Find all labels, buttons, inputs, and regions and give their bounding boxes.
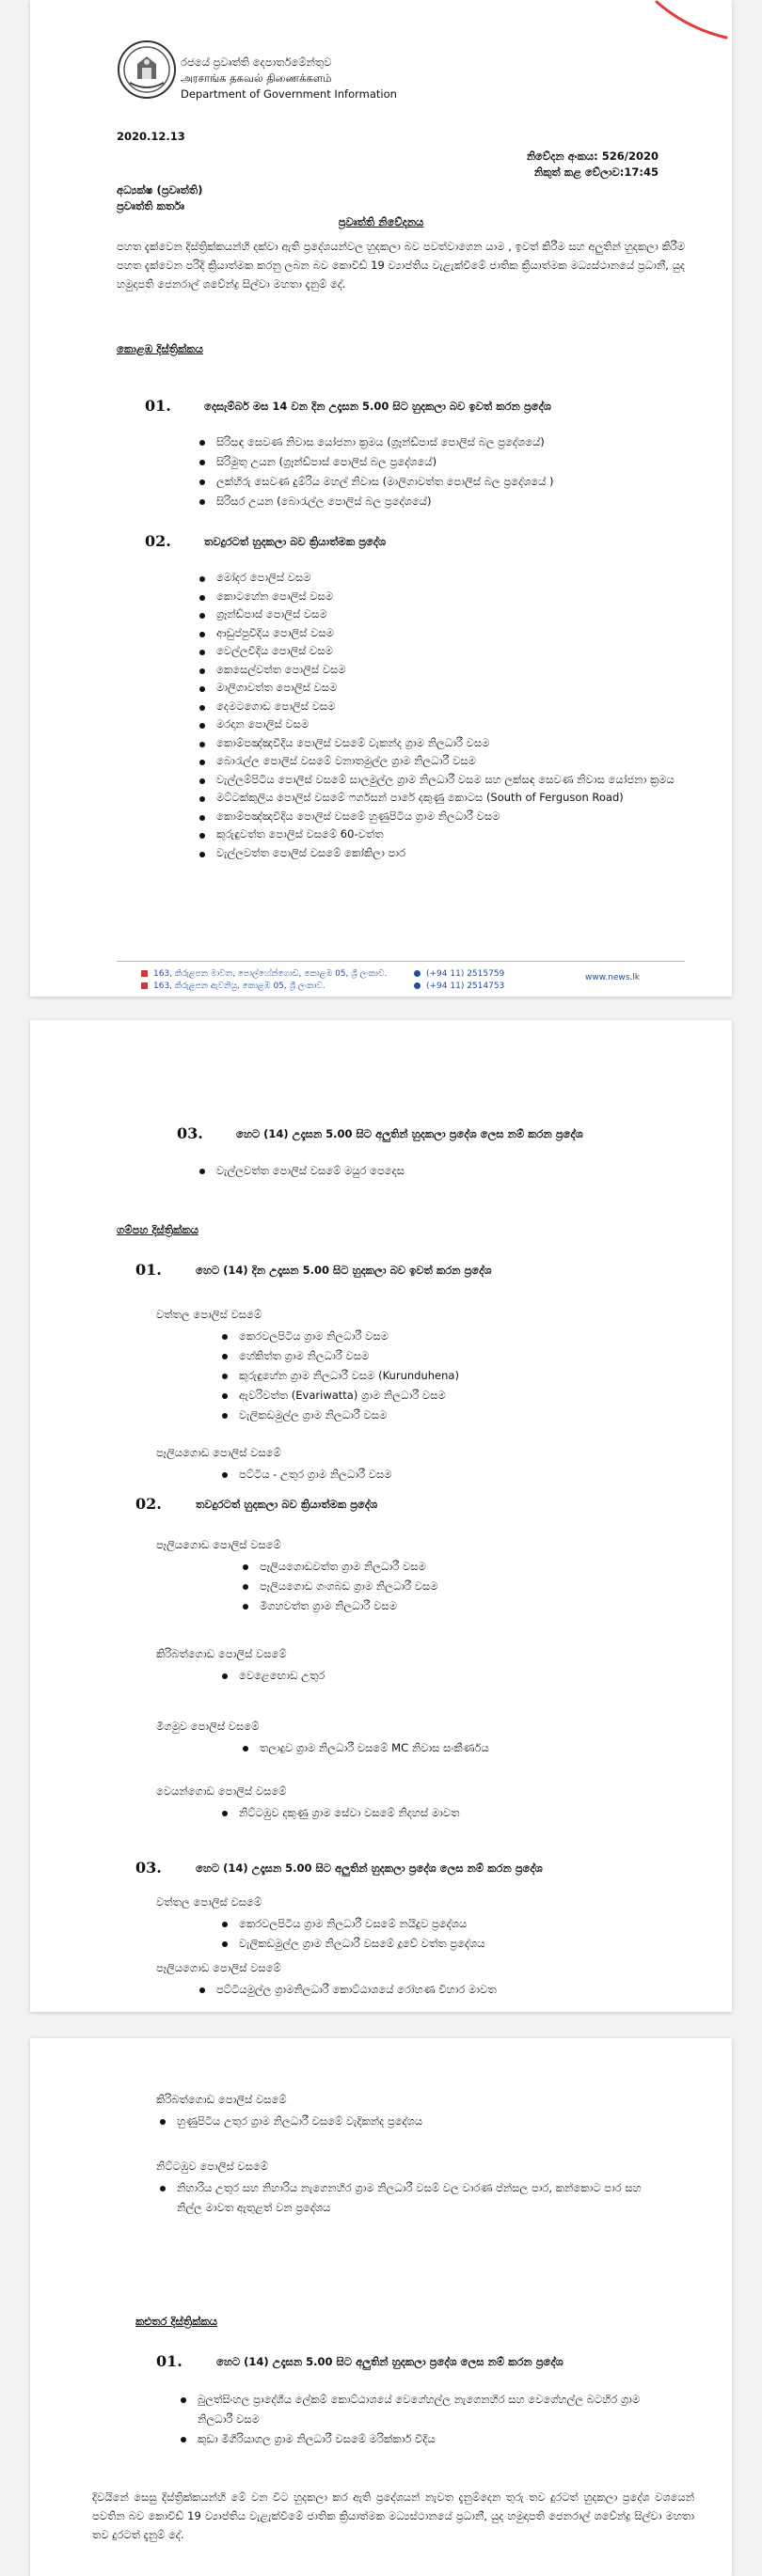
- list-item: සිරිසඳ සෙවණ නිවාස යෝජනා ක්‍රමය (ග්‍රෑන්ඩ්පාස් පොලිස් බල ප්‍රදේශයේ): [196, 432, 666, 452]
- gampaha-s2-group-3-list: [239, 1738, 672, 1758]
- closing-paragraph: දිවයිනේ සෙසු දිස්ත්‍රික්කයන්හි මේ වන විට හුදකලා කර ඇති ප්‍රදේශයන් නැවත දැනුම්දෙන තුරු තව දුරටත් හුදකලා ප්‍රදේශ වශයෙන් පවතින බව කොවිඩ් 19 ව්‍යාප්තිය වැළැක්වීමේ ජාතික ක්‍රියාත්මක මධ්‍යස්ථානයේ ප්‍රධානී, යුද හමුදාපති ජෙනරාල් ශවේන්ද්‍ර සිල්වා මහතා තව දුරටත් දැනුම් දේ.: [92, 2490, 694, 2541]
- list-item: ආඩුප්පුවීදිය පොලිස් වසම: [196, 624, 685, 643]
- recipient-director: අධ්‍යක්ෂ (ප්‍රවෘත්ති): [117, 183, 203, 196]
- gampaha-s3-group-1-list: [218, 1914, 670, 1954]
- list-item: මට්ටක්කුලිය පොලිස් වසමේ ෆර්ගසන් පාරේ දකුණු කොටස (South of Ferguson Road): [196, 789, 685, 808]
- colombo-section-3-number: 03.: [177, 1124, 203, 1142]
- list-item: සිරිසර උයන (බොරැල්ල පොලිස් බල ප්‍රදේශයේ): [196, 492, 666, 511]
- list-item: වෙල්ලවීදිය පොලිස් වසම: [196, 642, 685, 661]
- list-item: නිහාරිය උතුර සහ නිහාරිය නැගෙනහිර ග්‍රාම නිලධාරී වසම් වල වාරණ ප්න්සල පාර, කන්කොට පාර සහ නිල්ල මාවත ඇතුළත් වන ප්‍රදේශය: [156, 2178, 664, 2218]
- colombo-section-1-list: [196, 432, 666, 511]
- gampaha-cont-group-1-list: [156, 2112, 664, 2131]
- gampaha-cont-group-2-label: නිට්ටඹුව පොලිස් වසමේ: [156, 2160, 269, 2173]
- gampaha-section-3-title: හෙට (14) උදෑසන 5.00 සිට අලුතින් හුදකලා ප්‍රදේශ ලෙස නම් කරන ප්‍රදේශ: [196, 1861, 543, 1875]
- footer-phones: [414, 968, 504, 993]
- gampaha-district-heading: ගම්පහ දිස්ත්‍රික්කය: [117, 1223, 198, 1236]
- gampaha-s2-group-1-list: [239, 1557, 672, 1616]
- list-item: වැල්ලම්පිටිය පොලිස් වසමේ සාලමුල්ල ග්‍රාම නිලධාරී වසම සහ ලක්සඳ සෙවණ නිවාස යෝජනා ක්‍රමය: [196, 771, 685, 790]
- kalutara-district-heading: කළුතර දිස්ත්‍රික්කය: [135, 2315, 218, 2328]
- red-corner-mark-icon: [649, 0, 734, 47]
- release-number: නිවේදන අංකය: 526/2020: [526, 149, 659, 163]
- list-item: කොටහේන පොලිස් වසම: [196, 588, 685, 606]
- footer-address-line-2: 163, කිරුළපන ඇවනියු, කොළඹ 05, ශ්‍රී ලංකාව.: [153, 982, 325, 991]
- gampaha-section-1-number: 01.: [135, 1261, 162, 1279]
- kalutara-section-1-list: [177, 2390, 666, 2449]
- footer-address: [141, 968, 387, 993]
- list-item: පෑලියගොඩ ගංගබඩ ග්‍රාම නිලධාරී වසම: [239, 1577, 672, 1596]
- government-emblem-icon: [117, 39, 177, 100]
- list-item: බොරැල්ල පොලිස් වසමේ වනාතමුල්ල ග්‍රාම නිලධාරී වසම: [196, 752, 685, 771]
- release-date: 2020.12.13: [117, 130, 185, 143]
- footer-phone-1: (+94 11) 2515759: [426, 969, 505, 979]
- colombo-section-2-number: 02.: [145, 532, 171, 550]
- gampaha-s1-group-1-label: වත්තල පොලිස් වසමේ: [156, 1308, 262, 1321]
- gampaha-cont-group-1-label: කිරිබත්ගොඩ පොලිස් වසමේ: [156, 2093, 287, 2106]
- gampaha-s2-group-1-label: පෑලියගොඩ පොලිස් වසමේ: [156, 1538, 281, 1551]
- release-time: නිකුත් කළ වේලාව:17:45: [533, 165, 659, 179]
- kalutara-section-1-number: 01.: [156, 2352, 183, 2370]
- list-item: ඇවරිවත්ත (Evariwatta) ග්‍රාම නිලධාරී වසම: [218, 1386, 670, 1406]
- list-item: ලක්හිරු සෙවණ දුම්රිය මහල් නිවාස (මාලිගාවත්ත පොලිස් බල ප්‍රදේශයේ ): [196, 472, 666, 492]
- footer-address-line-1: 163, කිරුළපන මාවත, පොල්හේන්ගොඩ, කොළඹ 05, ශ්‍රී ලංකාව.: [153, 969, 388, 979]
- list-item: පට්ටිය - උතුර ග්‍රාම නිලධාරී වසම: [218, 1465, 670, 1484]
- colombo-section-1-title: දෙසැම්බර් මස 14 වන දින උදෑසන 5.00 සිට හුදකලා බව ඉවත් කරන ප්‍රදේශ: [204, 400, 551, 413]
- gampaha-section-2-number: 02.: [135, 1495, 162, 1513]
- list-item: පට්ටියමුල්ල ග්‍රාමනිලධාරී කොට්ඨාශයේ රෝහණ විහාර මාවත: [196, 1980, 666, 2000]
- list-item: කෙරවලපිටිය ග්‍රාම නිලධාරී වසම: [218, 1327, 670, 1346]
- fax-icon: [414, 982, 421, 989]
- list-item: කුරුඳුහේන ග්‍රාම නිලධාරී වසම (Kurunduhena): [218, 1366, 670, 1386]
- footer-divider: [117, 961, 685, 962]
- list-item: වැල්ලවත්ත පොලිස් වසමේ කෝකිලා පාර: [196, 844, 685, 863]
- list-item: තලාදුව ග්‍රාම නිලධාරී වසමේ MC නිවාස සංකීර්ණය: [239, 1738, 672, 1758]
- list-item: වෙළෙඟොඩ උතුර: [218, 1666, 670, 1686]
- list-item: හේකිත්ත ග්‍රාම නිලධාරී වසම: [218, 1346, 670, 1366]
- list-item: වැලිකඩමුල්ල ග්‍රාම නිලධාරී වසම: [218, 1406, 670, 1425]
- list-item: කොම්පඤ්ඤවීදිය පොලිස් වසමේ වැකන්ද ග්‍රාම නිලධාරී වසම: [196, 734, 685, 753]
- recipient-editor: ප්‍රවෘත්ති කර්තෘ: [117, 199, 184, 212]
- list-item: කොම්පඤ්ඤවීදිය පොලිස් වසමේ හුණුපිටිය ග්‍රාම නිලධාරී වසම: [196, 808, 685, 826]
- list-item: කෙරවලපිටිය ග්‍රාම නිලධාරී වසමේ නයිදුව ප්‍රදේශය: [218, 1914, 670, 1934]
- list-item: දෙමටගොඩ පොලිස් වසම: [196, 698, 685, 716]
- list-item: වැලිකඩමුල්ල ග්‍රාම නිලධාරී වසමේ දූවේ වත්ත ප්‍රදේශය: [218, 1934, 670, 1954]
- gampaha-s2-group-2-label: කිරිබත්ගොඩ පොලිස් වසමේ: [156, 1647, 287, 1660]
- gampaha-section-3-number: 03.: [135, 1859, 162, 1877]
- colombo-section-1-number: 01.: [145, 397, 171, 415]
- list-item: නිට්ටඹුව දකුණු ග්‍රාම සේවා වසමේ නිදහස් මාවත: [218, 1803, 670, 1823]
- gampaha-s2-group-3-label: මීගමුව පොලිස් වසමේ: [156, 1720, 260, 1733]
- colombo-section-2-list: [196, 569, 685, 862]
- colombo-section-3-list: [196, 1161, 666, 1181]
- intro-paragraph: පහත දැක්වෙන දිස්ත්‍රික්කයන්හි දක්වා ඇති ප්‍රදේශයන්වල හුදකලා බව පවත්වාගෙන යාම , ඉවත් කිරීම සහ අලුතින් හුදකලා කිරීම පහත දැක්වෙන පරිදි ක්‍රියාත්මක කරනු ලබන බව කොවිඩ් 19 ව්‍යාප්තිය වැළැක්වීමේ ජාතික ක්‍රියාත්මක මධ්‍යස්ථානයේ ප්‍රධානී, යුද හමුදාපති ජෙනරාල් ශවේන්ද්‍ර සිල්වා මහතා දැනුම් දේ.: [117, 240, 685, 291]
- list-item: මීගහවත්ත ග්‍රාම නිලධාරී වසම: [239, 1596, 672, 1616]
- list-item: කුරුඳුවත්ත පොලිස් වසමේ 60-වත්ත: [196, 825, 685, 844]
- gampaha-s1-group-2-list: [218, 1465, 670, 1484]
- document-page-2: [30, 1020, 732, 2012]
- list-item: වැල්ලවත්ත පොලිස් වසමේ මයුර පෙදෙස: [196, 1161, 666, 1181]
- list-item: මරදාන පොලිස් වසම: [196, 715, 685, 734]
- gampaha-s2-group-4-list: [218, 1803, 670, 1823]
- footer-website[interactable]: www.news.lk: [585, 973, 640, 982]
- list-item: ග්‍රෑන්ඩ්පාස් පොලිස් වසම: [196, 605, 685, 624]
- kalutara-section-1-title: හෙට (14) උදෑසන 5.00 සිට අලුතින් හුදකලා ප්‍රදේශ ලෙස නම් කරන ප්‍රදේශ: [216, 2355, 564, 2368]
- phone-icon: [414, 970, 421, 977]
- document-page-3: [30, 2038, 732, 2576]
- list-item: හුණුපිටිය උතුර ග්‍රාම නිලධාරී වසමේ වැදිකන්ද ප්‍රදේශය: [156, 2112, 664, 2131]
- gampaha-s1-group-1-list: [218, 1327, 670, 1425]
- list-item: කුඩා මීගිරියාගල ග්‍රාම නිලධාරී වසමේ මරික්කාර් වීදිය: [177, 2429, 666, 2449]
- gampaha-section-1-title: හෙට (14) දින උදෑසන 5.00 සිට හුදකලා බව ඉවත් කරන ප්‍රදේශ: [196, 1264, 492, 1277]
- gampaha-s2-group-2-list: [218, 1666, 670, 1686]
- gampaha-s3-group-2-label: පෑලියගොඩ පොලිස් වසමේ: [156, 1961, 281, 1974]
- colombo-section-3-title: හෙට (14) උදෑසන 5.00 සිට අලුතින් හුදකලා ප්‍රදේශ ලෙස නම් කරන ප්‍රදේශ: [236, 1127, 583, 1140]
- list-item: කෙසෙල්වත්ත පොලිස් වසම: [196, 661, 685, 680]
- list-item: බුලත්සිංහල ප්‍රාදේශීය ලේකම් කොට්ඨාශයේ වෙගේහල්ල නැගෙනහිර සහ වෙගේහල්ල බටහිර ග්‍රාම නිලධාරී වසම: [177, 2390, 666, 2429]
- gampaha-s2-group-4-label: වෙයන්ගොඩ පොලිස් වසමේ: [156, 1784, 287, 1798]
- gampaha-cont-group-2-list: [156, 2178, 664, 2218]
- gampaha-s3-group-1-label: වත්තල පොලිස් වසමේ: [156, 1895, 262, 1908]
- document-page-1: [30, 0, 732, 997]
- list-item: සිරිමුතු උයන (ග්‍රෑන්ඩ්පාස් පොලිස් බල ප්‍රදේශයේ): [196, 452, 666, 472]
- gampaha-section-2-title: තවදුරටත් හුදකලා බව ක්‍රියාත්මක ප්‍රදේශ: [196, 1498, 378, 1511]
- footer-phone-2: (+94 11) 2514753: [426, 982, 505, 991]
- colombo-district-heading: කොළඹ දිස්ත්‍රික්කය: [117, 342, 203, 355]
- header-sinhala: රජයේ ප්‍රවෘත්ති දෙපාර්තමේන්තුව: [181, 55, 332, 69]
- colombo-section-2-title: තවදුරටත් හුදකලා බව ක්‍රියාත්මක ප්‍රදේශ: [204, 535, 387, 548]
- list-item: මාලිගාවත්ත පොලිස් වසම: [196, 679, 685, 698]
- gampaha-s3-group-2-list: [196, 1980, 666, 2000]
- gampaha-s1-group-2-label: පෑලියගොඩ පොලිස් වසමේ: [156, 1446, 281, 1459]
- department-header: [181, 55, 397, 102]
- list-item: පෑලියගොඩවත්ත ග්‍රාම නිලධාරී වසම: [239, 1557, 672, 1577]
- document-title: ප්‍රවෘත්ති නිවේදනය: [338, 215, 424, 228]
- list-item: මෝදර පොලිස් වසම: [196, 569, 685, 588]
- header-tamil: அரசாங்க தகவல் திணைக்களம்: [181, 71, 332, 85]
- header-english: Department of Government Information: [181, 87, 397, 101]
